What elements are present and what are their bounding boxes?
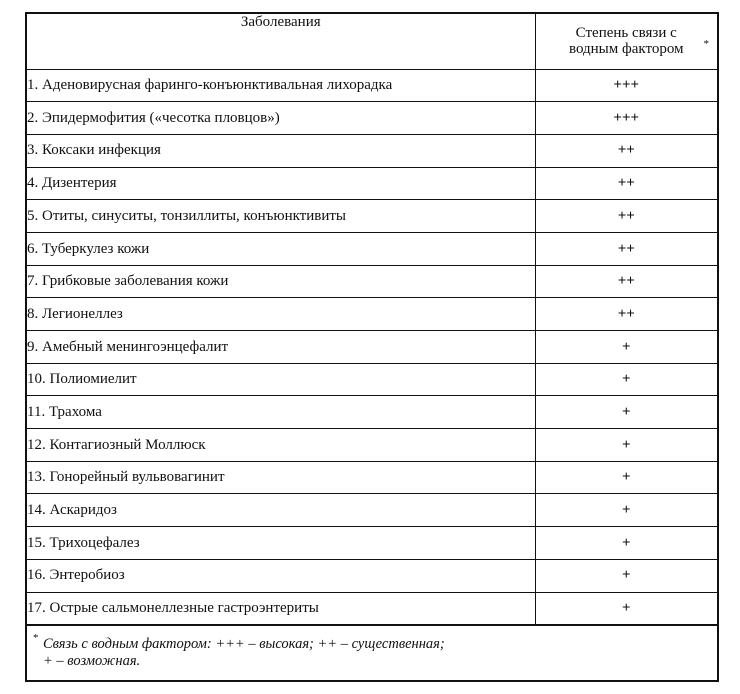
disease-name-cell: 4. Дизентерия (27, 167, 535, 200)
footnote-mark: * (33, 632, 39, 644)
table-row (27, 102, 717, 135)
table-row (27, 527, 717, 560)
disease-name-cell: 9. Амебный менингоэнцефалит (27, 331, 535, 364)
disease-name-cell: 11. Трахома (27, 396, 535, 429)
table-row (27, 69, 717, 102)
header-degree-line1: Степень связи с (575, 24, 677, 41)
degree-cell: ++ (535, 265, 717, 298)
disease-name-cell: 2. Эпидермофития («чесотка пловцов») (27, 102, 535, 135)
disease-name-cell: 6. Туберкулез кожи (27, 232, 535, 265)
header-degree (535, 14, 717, 69)
table-row (27, 461, 717, 494)
header-degree-line2: водным фактором (568, 41, 684, 58)
disease-name-cell: 12. Контагиозный Моллюск (27, 429, 535, 462)
table-row (27, 298, 717, 331)
degree-cell: ++ (535, 200, 717, 233)
table-row (27, 331, 717, 364)
degree-cell: +++ (535, 102, 717, 135)
table-row (27, 265, 717, 298)
table-row (27, 559, 717, 592)
table-header-row (27, 14, 717, 69)
disease-name-cell: 1. Аденовирусная фаринго-конъюнктивальная лихорадка (27, 69, 535, 102)
degree-cell: + (535, 559, 717, 592)
degree-cell: + (535, 429, 717, 462)
disease-name-cell: 8. Легионеллез (27, 298, 535, 331)
degree-cell: +++ (535, 69, 717, 102)
footnote (33, 632, 703, 671)
degree-cell: + (535, 592, 717, 625)
degree-cell: + (535, 461, 717, 494)
degree-cell: + (535, 527, 717, 560)
table-row (27, 363, 717, 396)
degree-cell: ++ (535, 167, 717, 200)
disease-table (27, 14, 717, 626)
degree-cell: ++ (535, 298, 717, 331)
table-row (27, 494, 717, 527)
table-row (27, 167, 717, 200)
table-row (27, 592, 717, 625)
table-row (27, 396, 717, 429)
table-row (27, 429, 717, 462)
degree-cell: + (535, 363, 717, 396)
table-row (27, 134, 717, 167)
disease-name-cell: 16. Энтеробиоз (27, 559, 535, 592)
degree-cell: ++ (535, 232, 717, 265)
disease-name-cell: 3. Коксаки инфекция (27, 134, 535, 167)
degree-cell: ++ (535, 134, 717, 167)
footnote-line2: + – возможная. (43, 653, 141, 670)
disease-name-cell: 7. Грибковые заболевания кожи (27, 265, 535, 298)
degree-cell: + (535, 331, 717, 364)
table-row (27, 200, 717, 233)
footnote-line1: Связь с водным фактором: +++ – высокая; ++ – существенная; (43, 636, 445, 652)
table-row (27, 232, 717, 265)
disease-name-cell: 17. Острые сальмонеллезные гастроэнтериты (27, 592, 535, 625)
header-disease: Заболевания (27, 14, 535, 69)
disease-name-cell: 5. Отиты, синуситы, тонзиллиты, конъюнктивиты (27, 200, 535, 233)
disease-name-cell: 15. Трихоцефалез (27, 527, 535, 560)
degree-cell: + (535, 396, 717, 429)
degree-cell: + (535, 494, 717, 527)
header-footnote-mark: * (703, 38, 709, 50)
disease-name-cell: 10. Полиомиелит (27, 363, 535, 396)
table-frame (25, 12, 719, 682)
disease-name-cell: 13. Гонорейный вульвовагинит (27, 461, 535, 494)
disease-name-cell: 14. Аскаридоз (27, 494, 535, 527)
